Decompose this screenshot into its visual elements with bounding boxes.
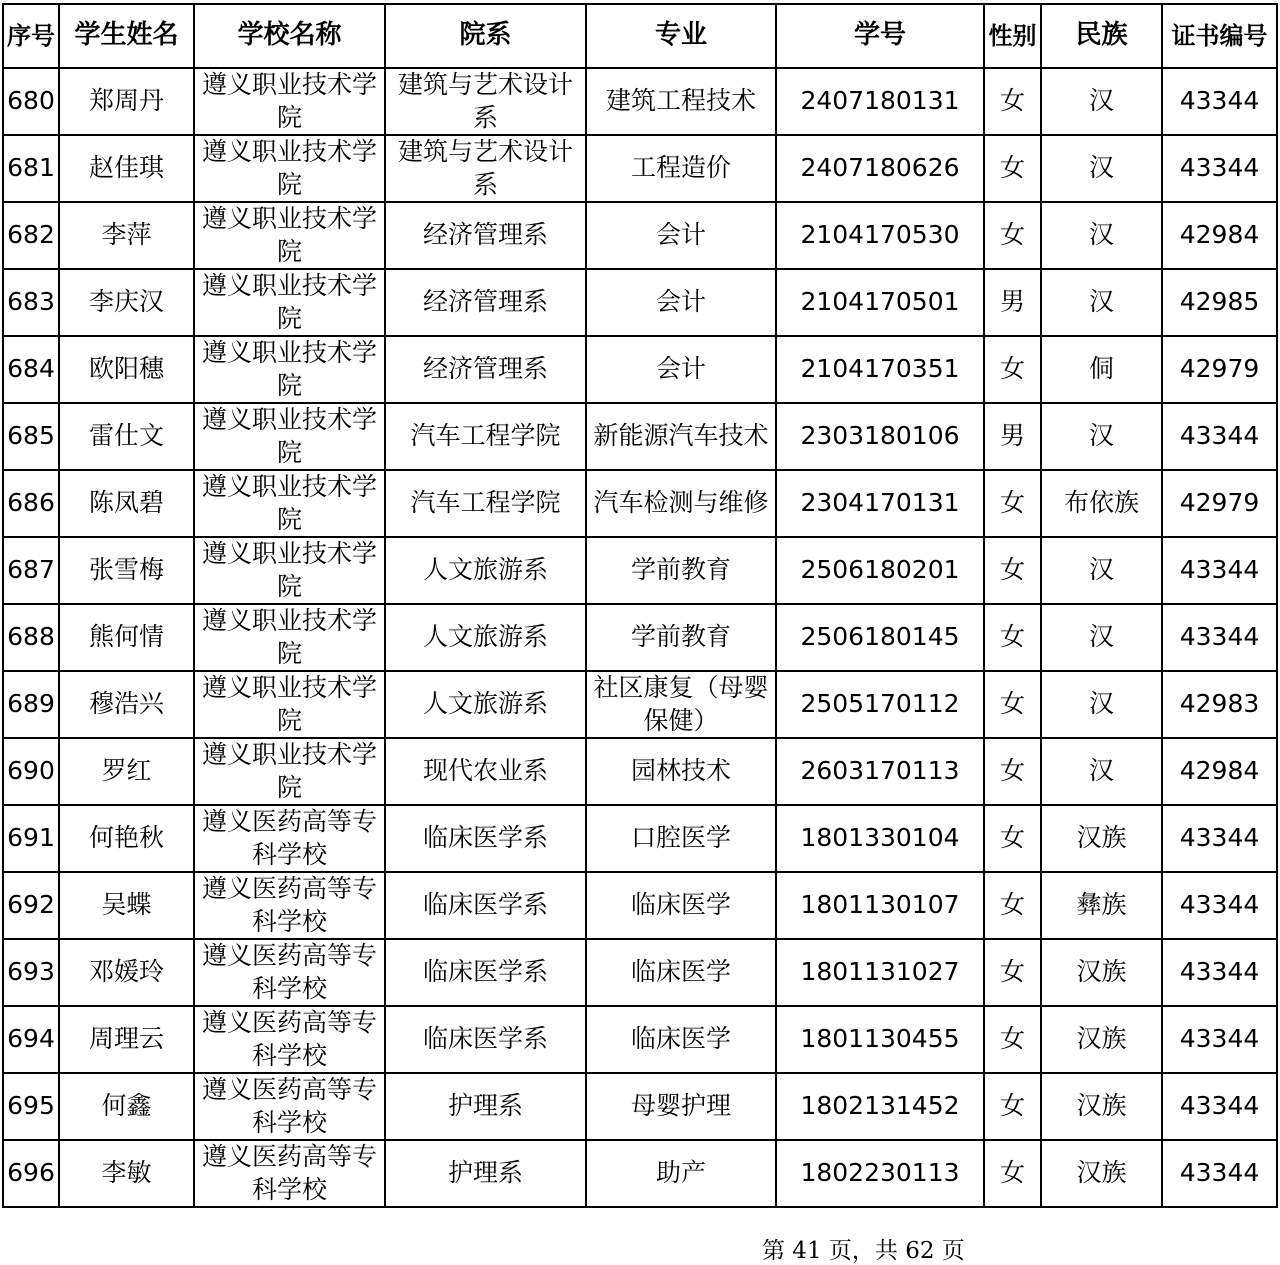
cell-ethnicity: 汉 [1041,269,1162,336]
table-row [3,738,1277,805]
cell-gender: 女 [984,1140,1041,1207]
cell-school-name: 遵义医药高等专科学校 [194,1073,385,1140]
cell-major: 临床医学 [586,1006,776,1073]
cell-student-id: 2603170113 [776,738,984,805]
table-row [3,1006,1277,1073]
cell-seq-no: 692 [3,872,59,939]
cell-student-name: 李萍 [59,202,194,269]
cell-school-name: 遵义职业技术学院 [194,68,385,135]
cell-major: 学前教育 [586,604,776,671]
cell-certificate-no: 42979 [1162,470,1277,537]
cell-ethnicity: 汉 [1041,135,1162,202]
cell-school-name: 遵义职业技术学院 [194,202,385,269]
cell-student-id: 1801131027 [776,939,984,1006]
cell-seq-no: 680 [3,68,59,135]
cell-certificate-no: 43344 [1162,1073,1277,1140]
cell-student-name: 张雪梅 [59,537,194,604]
cell-major: 会计 [586,269,776,336]
cell-school-name: 遵义职业技术学院 [194,403,385,470]
cell-certificate-no: 42983 [1162,671,1277,738]
cell-ethnicity: 汉 [1041,671,1162,738]
cell-ethnicity: 彝族 [1041,872,1162,939]
cell-student-id: 2407180626 [776,135,984,202]
cell-gender: 女 [984,671,1041,738]
cell-gender: 女 [984,1073,1041,1140]
cell-student-id: 1801130455 [776,1006,984,1073]
cell-certificate-no: 43344 [1162,872,1277,939]
cell-major: 助产 [586,1140,776,1207]
cell-certificate-no: 42979 [1162,336,1277,403]
student-roster-table [2,3,1278,1208]
table-row [3,1140,1277,1207]
cell-student-id: 2506180145 [776,604,984,671]
cell-student-name: 邓媛玲 [59,939,194,1006]
cell-school-name: 遵义医药高等专科学校 [194,939,385,1006]
table-row [3,805,1277,872]
cell-school-name: 遵义职业技术学院 [194,537,385,604]
cell-student-name: 赵佳琪 [59,135,194,202]
header-department: 院系 [385,4,586,68]
cell-student-name: 熊何情 [59,604,194,671]
cell-student-name: 何鑫 [59,1073,194,1140]
cell-student-id: 2104170501 [776,269,984,336]
cell-department: 临床医学系 [385,1006,586,1073]
cell-student-id: 1802230113 [776,1140,984,1207]
cell-ethnicity: 汉族 [1041,939,1162,1006]
page-footer: 第 41 页，共 62 页 [762,1238,965,1264]
table-body [3,68,1277,1207]
cell-department: 护理系 [385,1073,586,1140]
header-certificate-no: 证书编号 [1162,4,1277,68]
cell-major: 学前教育 [586,537,776,604]
cell-student-id: 2304170131 [776,470,984,537]
cell-certificate-no: 43344 [1162,939,1277,1006]
cell-student-name: 陈凤碧 [59,470,194,537]
cell-major: 口腔医学 [586,805,776,872]
cell-department: 经济管理系 [385,202,586,269]
cell-seq-no: 688 [3,604,59,671]
cell-department: 经济管理系 [385,336,586,403]
cell-certificate-no: 43344 [1162,805,1277,872]
cell-school-name: 遵义职业技术学院 [194,604,385,671]
cell-ethnicity: 汉 [1041,537,1162,604]
cell-ethnicity: 汉族 [1041,1073,1162,1140]
cell-department: 经济管理系 [385,269,586,336]
cell-ethnicity: 汉族 [1041,1140,1162,1207]
cell-seq-no: 696 [3,1140,59,1207]
cell-ethnicity: 汉族 [1041,1006,1162,1073]
cell-major: 社区康复（母婴保健） [586,671,776,738]
cell-seq-no: 682 [3,202,59,269]
cell-gender: 女 [984,135,1041,202]
cell-student-name: 李敏 [59,1140,194,1207]
cell-seq-no: 691 [3,805,59,872]
header-major: 专业 [586,4,776,68]
cell-gender: 男 [984,403,1041,470]
table-row [3,135,1277,202]
table-row [3,537,1277,604]
cell-school-name: 遵义职业技术学院 [194,336,385,403]
cell-gender: 女 [984,805,1041,872]
table-row [3,1073,1277,1140]
cell-school-name: 遵义职业技术学院 [194,269,385,336]
cell-seq-no: 694 [3,1006,59,1073]
cell-ethnicity: 布依族 [1041,470,1162,537]
cell-student-id: 2407180131 [776,68,984,135]
cell-department: 护理系 [385,1140,586,1207]
cell-major: 临床医学 [586,939,776,1006]
cell-certificate-no: 43344 [1162,135,1277,202]
cell-certificate-no: 43344 [1162,537,1277,604]
cell-department: 临床医学系 [385,805,586,872]
cell-department: 汽车工程学院 [385,470,586,537]
cell-major: 建筑工程技术 [586,68,776,135]
cell-school-name: 遵义医药高等专科学校 [194,1140,385,1207]
cell-student-name: 穆浩兴 [59,671,194,738]
cell-department: 临床医学系 [385,872,586,939]
cell-student-id: 2104170351 [776,336,984,403]
cell-student-id: 1801130107 [776,872,984,939]
cell-school-name: 遵义职业技术学院 [194,470,385,537]
header-seq-no: 序号 [3,4,59,68]
cell-certificate-no: 42984 [1162,738,1277,805]
cell-student-id: 1802131452 [776,1073,984,1140]
cell-student-name: 李庆汉 [59,269,194,336]
cell-seq-no: 689 [3,671,59,738]
cell-major: 母婴护理 [586,1073,776,1140]
cell-major: 工程造价 [586,135,776,202]
cell-ethnicity: 侗 [1041,336,1162,403]
cell-gender: 女 [984,537,1041,604]
cell-ethnicity: 汉 [1041,738,1162,805]
cell-student-name: 周理云 [59,1006,194,1073]
cell-major: 会计 [586,202,776,269]
cell-student-name: 郑周丹 [59,68,194,135]
cell-gender: 女 [984,202,1041,269]
cell-major: 园林技术 [586,738,776,805]
cell-major: 会计 [586,336,776,403]
cell-ethnicity: 汉 [1041,604,1162,671]
cell-department: 人文旅游系 [385,671,586,738]
table-row [3,604,1277,671]
cell-student-id: 2506180201 [776,537,984,604]
cell-department: 建筑与艺术设计系 [385,68,586,135]
cell-certificate-no: 42985 [1162,269,1277,336]
table-row [3,939,1277,1006]
cell-gender: 女 [984,604,1041,671]
cell-major: 新能源汽车技术 [586,403,776,470]
cell-student-name: 雷仕文 [59,403,194,470]
cell-seq-no: 683 [3,269,59,336]
cell-school-name: 遵义医药高等专科学校 [194,872,385,939]
cell-student-id: 2104170530 [776,202,984,269]
table-row [3,671,1277,738]
cell-department: 临床医学系 [385,939,586,1006]
cell-certificate-no: 43344 [1162,604,1277,671]
table-row [3,269,1277,336]
cell-student-name: 吴蝶 [59,872,194,939]
cell-seq-no: 695 [3,1073,59,1140]
cell-school-name: 遵义职业技术学院 [194,738,385,805]
cell-department: 汽车工程学院 [385,403,586,470]
table-row [3,403,1277,470]
cell-gender: 女 [984,68,1041,135]
cell-gender: 男 [984,269,1041,336]
header-school-name: 学校名称 [194,4,385,68]
cell-school-name: 遵义医药高等专科学校 [194,1006,385,1073]
table-row [3,68,1277,135]
table-row [3,202,1277,269]
header-student-id: 学号 [776,4,984,68]
cell-seq-no: 681 [3,135,59,202]
header-student-name: 学生姓名 [59,4,194,68]
cell-department: 人文旅游系 [385,537,586,604]
cell-certificate-no: 42984 [1162,202,1277,269]
cell-certificate-no: 43344 [1162,1006,1277,1073]
cell-ethnicity: 汉 [1041,68,1162,135]
header-ethnicity: 民族 [1041,4,1162,68]
cell-gender: 女 [984,872,1041,939]
cell-department: 现代农业系 [385,738,586,805]
cell-ethnicity: 汉族 [1041,805,1162,872]
cell-major: 临床医学 [586,872,776,939]
table-row [3,470,1277,537]
cell-major: 汽车检测与维修 [586,470,776,537]
cell-student-name: 欧阳穗 [59,336,194,403]
cell-student-name: 何艳秋 [59,805,194,872]
cell-ethnicity: 汉 [1041,202,1162,269]
table-row [3,872,1277,939]
cell-gender: 女 [984,939,1041,1006]
cell-ethnicity: 汉 [1041,403,1162,470]
cell-school-name: 遵义职业技术学院 [194,671,385,738]
cell-seq-no: 686 [3,470,59,537]
cell-school-name: 遵义职业技术学院 [194,135,385,202]
cell-certificate-no: 43344 [1162,68,1277,135]
cell-seq-no: 690 [3,738,59,805]
cell-seq-no: 684 [3,336,59,403]
cell-student-id: 2505170112 [776,671,984,738]
cell-certificate-no: 43344 [1162,1140,1277,1207]
cell-seq-no: 687 [3,537,59,604]
cell-student-name: 罗红 [59,738,194,805]
cell-gender: 女 [984,470,1041,537]
header-row [3,4,1277,68]
cell-department: 建筑与艺术设计系 [385,135,586,202]
cell-gender: 女 [984,1006,1041,1073]
cell-seq-no: 693 [3,939,59,1006]
cell-gender: 女 [984,738,1041,805]
cell-student-id: 2303180106 [776,403,984,470]
cell-school-name: 遵义医药高等专科学校 [194,805,385,872]
cell-gender: 女 [984,336,1041,403]
cell-certificate-no: 43344 [1162,403,1277,470]
cell-department: 人文旅游系 [385,604,586,671]
cell-student-id: 1801330104 [776,805,984,872]
table-row [3,336,1277,403]
header-gender: 性别 [984,4,1041,68]
cell-seq-no: 685 [3,403,59,470]
